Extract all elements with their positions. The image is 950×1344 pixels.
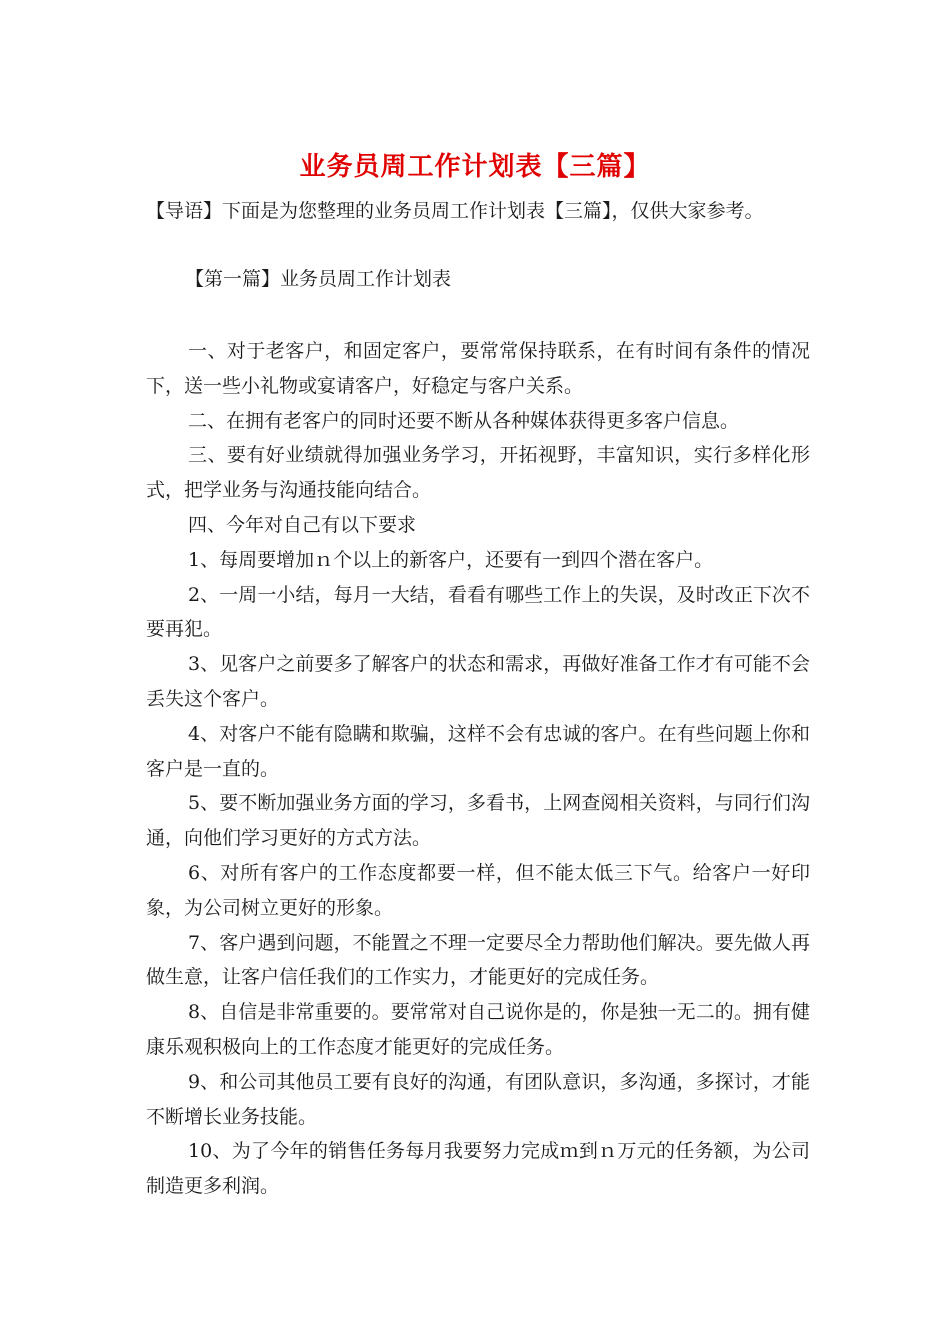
list-item: 3、见客户之前要多了解客户的状态和需求，再做好准备工作才有可能不会丢失这个客户。 <box>146 653 810 710</box>
list-item: 9、和公司其他员工要有良好的沟通，有团队意识，多沟通，多探讨，才能不断增长业务技能。 <box>146 1070 810 1128</box>
list-item: 7、客户遇到问题，不能置之不理一定要尽全力帮助他们解决。要先做人再做生意，让客户信任我们的工作实力，才能更好的完成任务。 <box>146 931 810 989</box>
document-title: 业务员周工作计划表【三篇】 <box>299 152 651 182</box>
list-item: 8、自信是非常重要的。要常常对自己说你是的，你是独一无二的。拥有健康乐观积极向上的工作态度才能更好的完成任务。 <box>146 1001 810 1058</box>
paragraph: 四、今年对自己有以下要求 <box>188 513 417 536</box>
list-item: 1、每周要增加ｎ个以上的新客户，还要有一到四个潜在客户。 <box>188 548 714 571</box>
list-item: 10、为了今年的销售任务每月我要努力完成ｍ到ｎ万元的任务额，为公司制造更多利润。 <box>146 1140 810 1198</box>
paragraph: 三、要有好业绩就得加强业务学习，开拓视野，丰富知识，实行多样化形式，把学业务与沟通技能向结合。 <box>146 444 810 502</box>
document-body <box>146 334 810 1204</box>
list-item: 2、一周一小结，每月一大结，看看有哪些工作上的失误，及时改正下次不要再犯。 <box>146 583 810 641</box>
list-item: 6、对所有客户的工作态度都要一样，但不能太低三下气。给客户一好印象，为公司树立更好的形象。 <box>146 861 810 919</box>
section-heading: 【第一篇】业务员周工作计划表 <box>185 268 452 290</box>
paragraph: 二、在拥有老客户的同时还要不断从各种媒体获得更多客户信息。 <box>188 409 740 432</box>
list-item: 4、对客户不能有隐瞒和欺骗，这样不会有忠诚的客户。在有些问题上你和客户是一直的。 <box>146 722 810 780</box>
paragraph: 一、对于老客户，和固定客户，要常常保持联系，在有时间有条件的情况下，送一些小礼物或宴请客户，好稳定与客户关系。 <box>146 340 810 397</box>
intro-text: 【导语】下面是为您整理的业务员周工作计划表【三篇】，仅供大家参考。 <box>146 200 764 222</box>
list-item: 5、要不断加强业务方面的学习，多看书，上网查阅相关资料，与同行们沟通，向他们学习更好的方式方法。 <box>146 792 810 850</box>
